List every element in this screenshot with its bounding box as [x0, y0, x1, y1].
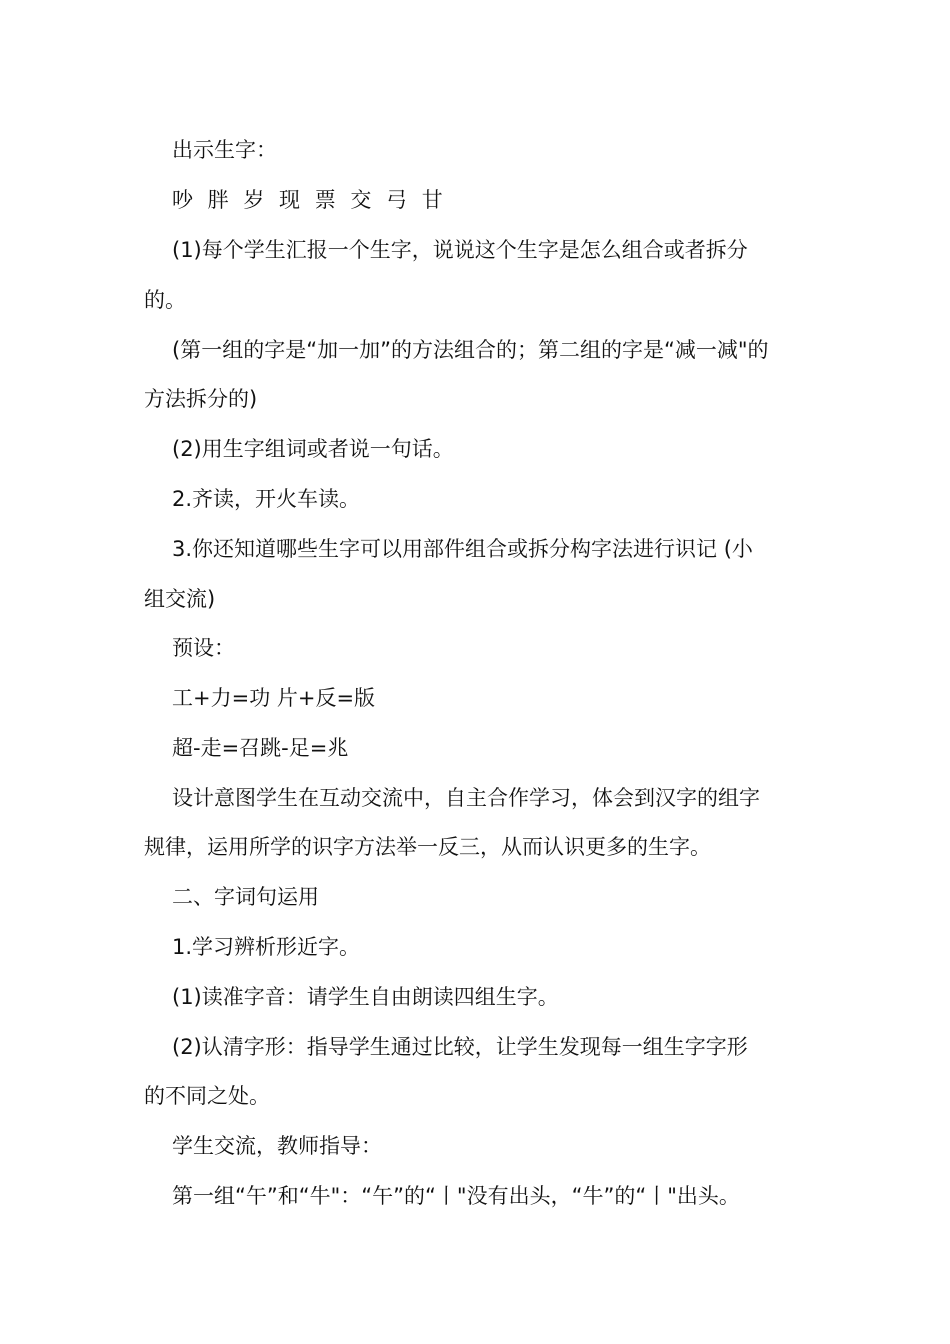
paragraph-line: 规律，运用所学的识字方法举一反三，从而认识更多的生字。: [144, 835, 711, 859]
paragraph-line: 工+力=功 片+反=版: [172, 686, 376, 710]
paragraph-line: 的不同之处。: [144, 1084, 270, 1108]
paragraph-line: 学生交流，教师指导：: [172, 1134, 382, 1158]
paragraph-line: 第一组“午”和“牛"：“午”的“丨"没有出头，“牛”的“丨"出头。: [172, 1184, 740, 1208]
paragraph-line: 吵 胖 岁 现 票 交 弓 甘: [172, 188, 447, 212]
paragraph-line: 出示生字：: [172, 138, 277, 162]
paragraph-line: (2)认清字形：指导学生通过比较，让学生发现每一组生字字形: [172, 1035, 748, 1059]
paragraph-line: 组交流): [144, 587, 216, 611]
paragraph-line: 3.你还知道哪些生字可以用部件组合或拆分构字法进行识记 (小: [172, 537, 753, 561]
paragraph-line: 设计意图学生在互动交流中，自主合作学习，体会到汉字的组字: [172, 786, 760, 810]
paragraph-line: (1)每个学生汇报一个生字，说说这个生字是怎么组合或者拆分: [172, 238, 748, 262]
paragraph-line: (第一组的字是“加一加”的方法组合的；第二组的字是“减一减"的: [172, 338, 769, 362]
paragraph-line: (1)读准字音：请学生自由朗读四组生字。: [172, 985, 559, 1009]
paragraph-line: 方法拆分的): [144, 387, 258, 411]
paragraph-line: (2)用生字组词或者说一句话。: [172, 437, 454, 461]
paragraph-line: 的。: [144, 288, 186, 312]
paragraph-line: 超-走=召跳-足=兆: [172, 736, 349, 760]
paragraph-line: 2.齐读，开火车读。: [172, 487, 361, 511]
paragraph-line: 预设：: [172, 636, 235, 660]
section-heading: 二、字词句运用: [172, 885, 319, 909]
paragraph-line: 1.学习辨析形近字。: [172, 935, 361, 959]
